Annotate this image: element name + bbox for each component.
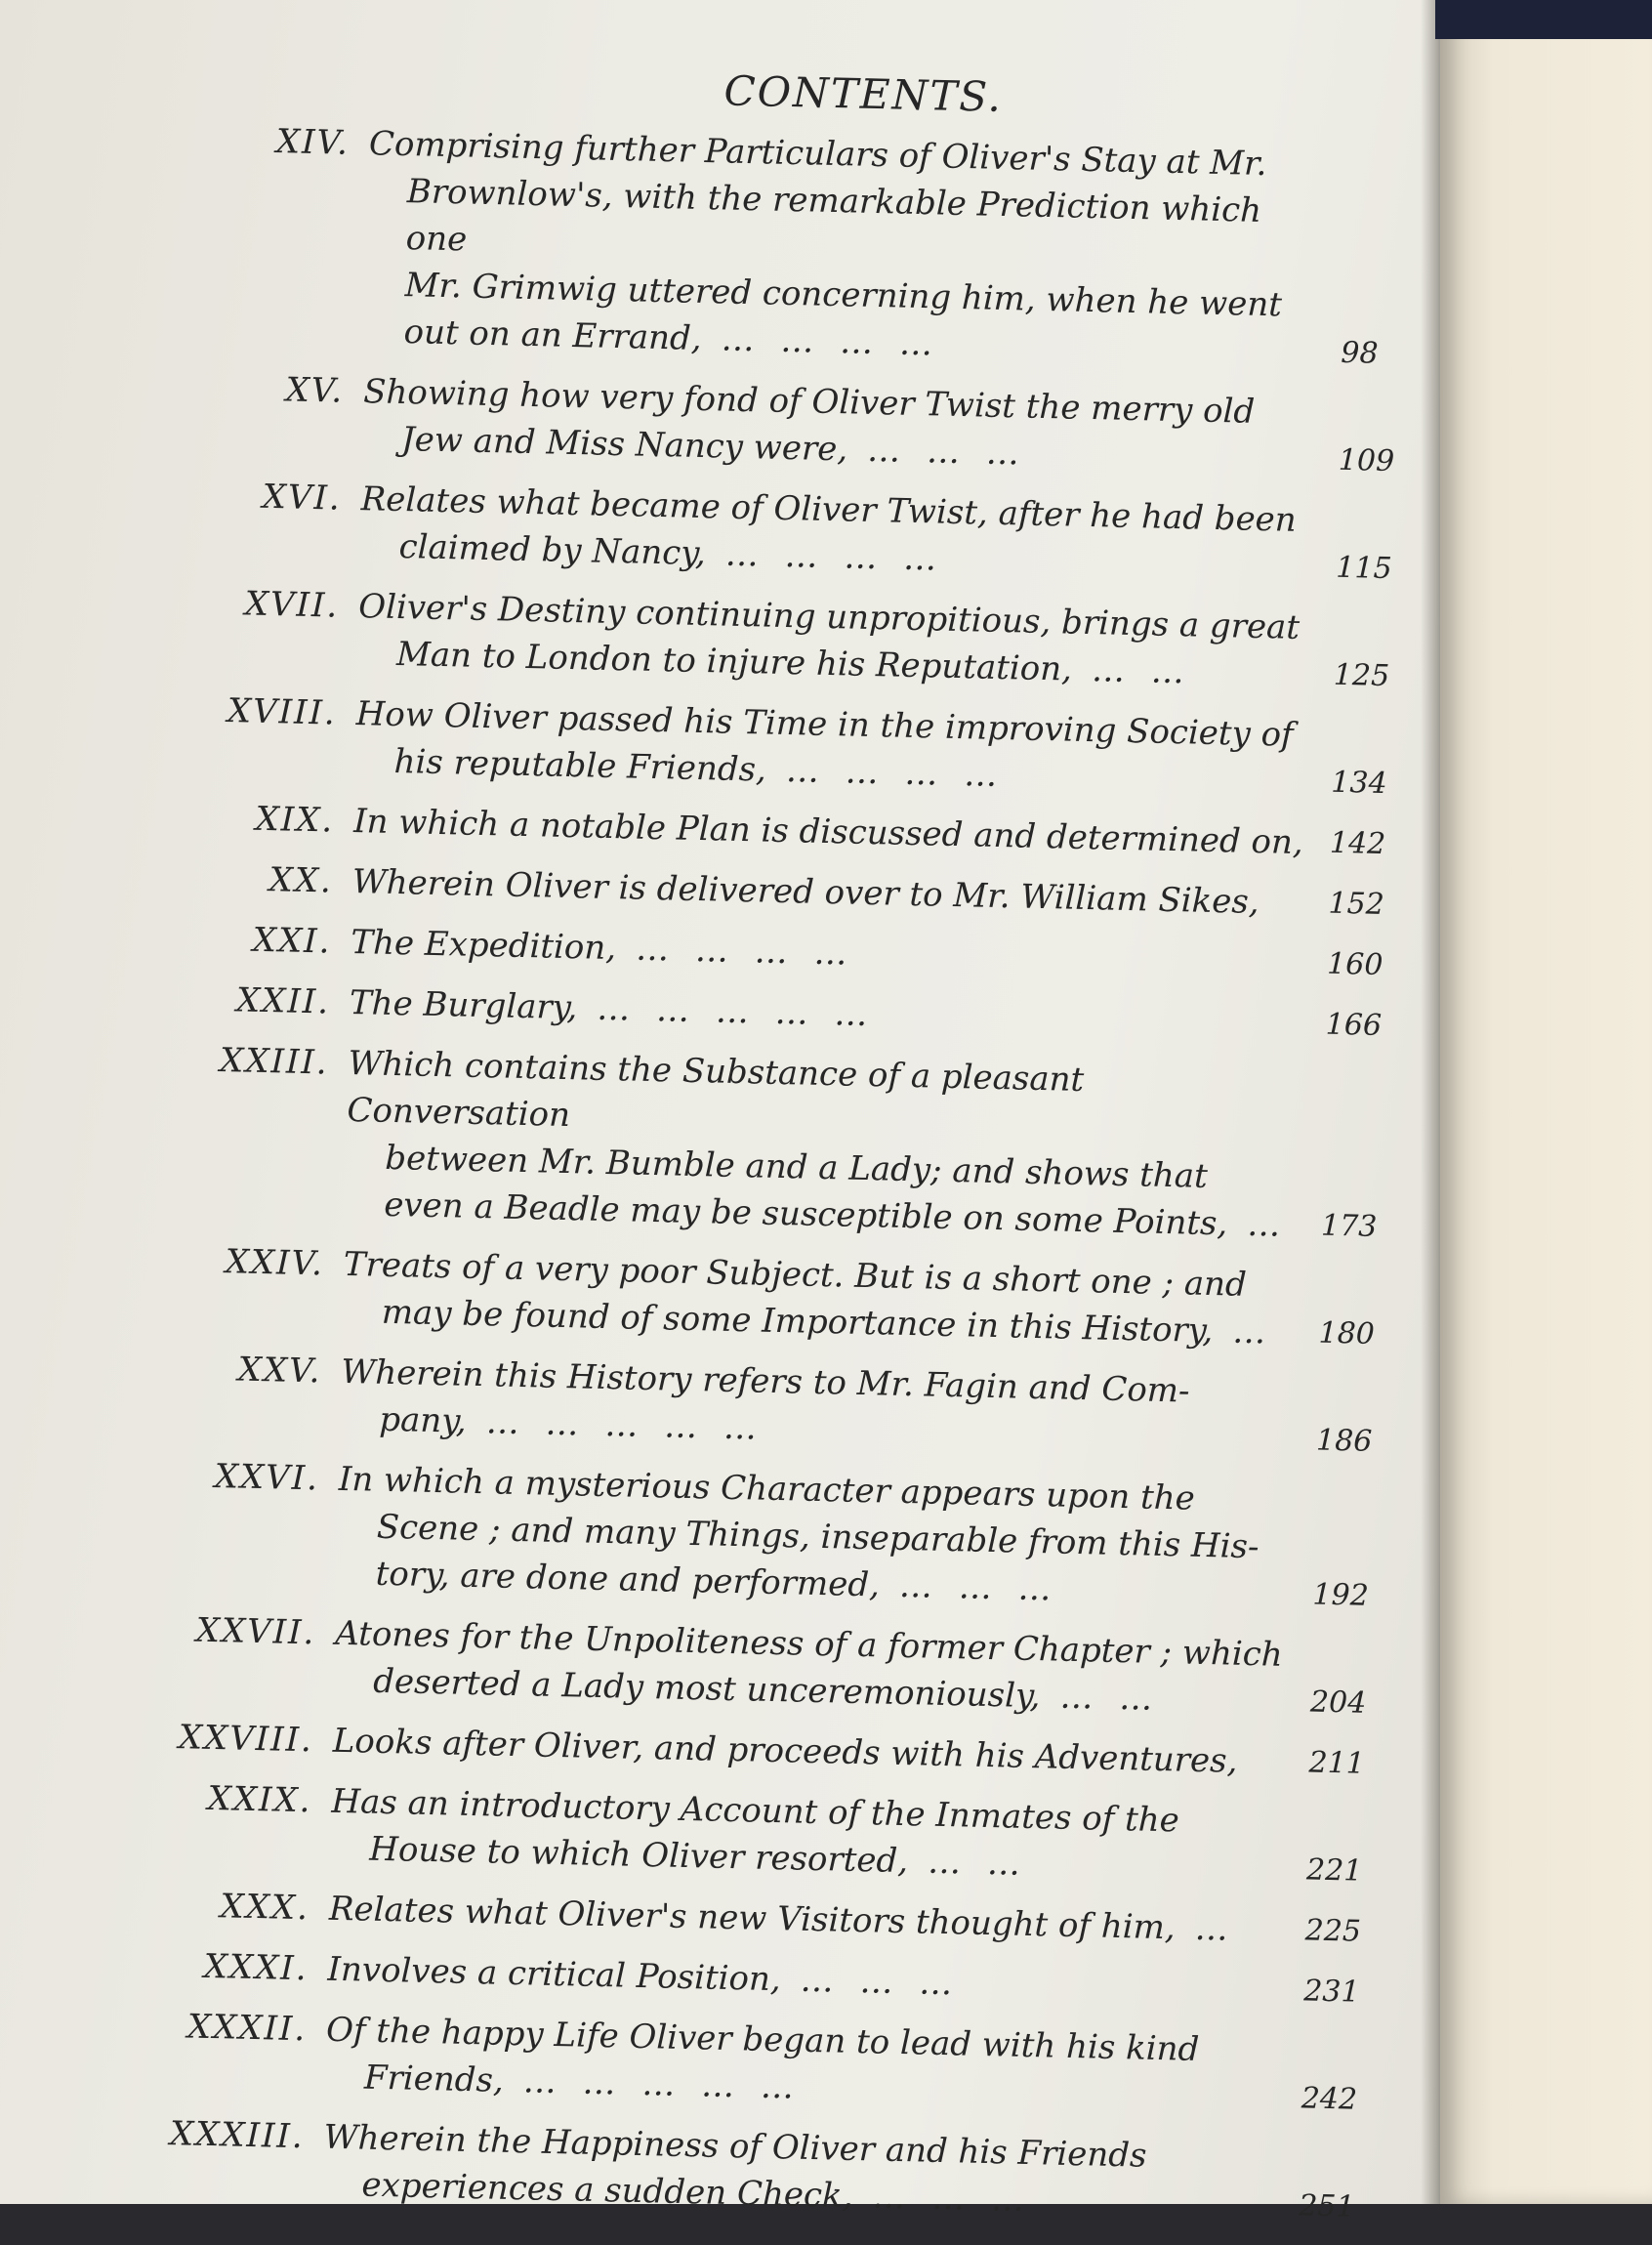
- page-number: 115: [1335, 550, 1393, 587]
- contents-entry: [130, 686, 1421, 809]
- contents-entry: [133, 578, 1424, 701]
- chapter-title: [342, 1241, 1301, 1356]
- contents-sheet: [98, 54, 1435, 2245]
- chapter-title: [349, 979, 1306, 1048]
- chapter-number: XXVII.: [195, 1610, 316, 1653]
- chapter-title: [325, 2007, 1284, 2122]
- chapter-title-line: [349, 979, 1306, 1048]
- page-number: 125: [1333, 657, 1390, 694]
- leader-dots: … … … … …: [596, 988, 876, 1035]
- chapter-title: [332, 1718, 1290, 1786]
- page-number: 225: [1304, 1913, 1362, 1949]
- chapter-title: [336, 1456, 1296, 1618]
- chapter-title-text: deserted a Lady most unceremoniously,: [372, 1661, 1041, 1717]
- chapter-title: [334, 1610, 1293, 1725]
- chapter-title-line: [327, 1946, 1285, 2015]
- contents-entry: [140, 115, 1433, 379]
- chapter-title-line: [328, 1886, 1286, 1954]
- chapter-title-text: even a Beadle may be susceptible on some Points,: [383, 1185, 1228, 1244]
- right-page: [1440, 0, 1652, 2204]
- chapter-title-text: Involves a critical Position,: [327, 1949, 782, 2000]
- background-corner: [1435, 0, 1652, 39]
- chapter-title-text: The Burglary,: [349, 982, 578, 1028]
- page-number: 134: [1330, 765, 1388, 802]
- chapter-title-text: Man to London to injure his Reputation,: [395, 634, 1073, 689]
- chapter-title-text: Scene ; and many Things, inseparable from this His-: [376, 1507, 1260, 1567]
- contents-entry: [138, 363, 1428, 486]
- page-number: 186: [1315, 1423, 1373, 1459]
- leader-dots: …: [1194, 1908, 1237, 1949]
- chapter-title: [327, 1946, 1285, 2015]
- chapter-title: [357, 583, 1316, 698]
- chapter-title-text: Of the happy Life Oliver began to lead with his kind: [325, 2010, 1200, 2069]
- chapter-title-text: Relates what became of Oliver Twist, after he had been: [360, 479, 1298, 540]
- page-number: 173: [1320, 1208, 1378, 1244]
- page-number: 231: [1302, 1974, 1360, 2010]
- page-number: 152: [1328, 886, 1385, 922]
- chapter-title-text: tory, are done and performed,: [375, 1554, 881, 1605]
- chapter-title-text: In which a notable Plan is discussed and determined on,: [352, 802, 1304, 863]
- page-number: 160: [1326, 946, 1384, 982]
- chapter-title: [351, 919, 1308, 987]
- contents-entry: [115, 1344, 1406, 1467]
- page-number: 221: [1305, 1852, 1363, 1889]
- contents-list: [98, 115, 1433, 2231]
- chapter-number: XVII.: [244, 584, 340, 626]
- leader-dots: … … … … …: [522, 2061, 803, 2107]
- page-number: 251: [1298, 2188, 1355, 2224]
- chapter-title-text: Jew and Miss Nancy were,: [400, 420, 848, 470]
- leader-dots: … … … …: [721, 319, 941, 364]
- leader-dots: … … … …: [724, 534, 945, 579]
- leader-dots: …: [1231, 1311, 1274, 1352]
- chapter-title: [340, 1349, 1299, 1464]
- chapter-number: XXVI.: [214, 1456, 320, 1499]
- chapter-number: XXV.: [237, 1350, 322, 1392]
- chapter-number: XXVIII.: [178, 1718, 314, 1761]
- chapter-title: [328, 1886, 1286, 1954]
- leader-dots: … … …: [800, 1960, 961, 2004]
- chapter-number: XXIII.: [219, 1040, 330, 1083]
- leader-dots: … … … …: [785, 751, 1006, 796]
- leader-dots: … …: [1059, 1677, 1161, 1719]
- chapter-title-line: [353, 798, 1311, 866]
- contents-heading: CONTENTS.: [723, 66, 1004, 121]
- chapter-number: XIV.: [275, 122, 351, 163]
- chapter-title-text: In which a mysterious Character appears upon the: [338, 1459, 1196, 1518]
- chapter-title: [353, 798, 1311, 866]
- chapter-title-text: Treats of a very poor Subject. But is a short one ; and: [343, 1244, 1248, 1305]
- chapter-title-text: Brownlow's, with the remarkable Prediction which one: [405, 172, 1262, 260]
- chapter-title-text: his reputable Friends,: [393, 741, 767, 790]
- chapter-title-text: experiences a sudden Check,: [361, 2165, 853, 2216]
- chapter-number: XIX.: [255, 799, 335, 841]
- chapter-number: XXIV.: [225, 1242, 325, 1284]
- chapter-title: [359, 476, 1318, 591]
- contents-entry: [105, 1773, 1396, 1896]
- chapter-title: [322, 2114, 1281, 2229]
- chapter-title: [354, 690, 1313, 806]
- chapter-title-text: House to which Oliver resorted,: [368, 1829, 909, 1882]
- page-number: 242: [1301, 2081, 1358, 2117]
- chapter-title: [351, 858, 1309, 927]
- contents-entry: [98, 2108, 1388, 2231]
- chapter-title-line: [351, 919, 1308, 987]
- chapter-title-text: Looks after Oliver, and proceeds with his Adventures,: [332, 1721, 1238, 1781]
- chapter-title-text: pany,: [378, 1399, 468, 1441]
- chapter-title: [330, 1778, 1289, 1893]
- leader-dots: … … …: [871, 2177, 1033, 2221]
- chapter-number: XVIII.: [227, 691, 338, 733]
- chapter-title-text: between Mr. Bumble and a Lady; and shows that: [384, 1138, 1209, 1196]
- page-number: 204: [1309, 1684, 1367, 1721]
- chapter-number: XXXII.: [186, 2007, 308, 2050]
- leader-dots: … … … …: [635, 929, 855, 974]
- chapter-title-text: out on an Errand,: [403, 312, 703, 358]
- chapter-title-text: Friends,: [363, 2058, 505, 2100]
- chapter-number: XXXIII.: [169, 2114, 306, 2157]
- chapter-title-text: Atones for the Unpoliteness of a former Chapter ; which: [334, 1613, 1284, 1675]
- contents-entry: [101, 2001, 1391, 2124]
- contents-entry: [111, 1451, 1403, 1621]
- leader-dots: … … … … …: [485, 1402, 765, 1448]
- chapter-title-text: Has an introductory Account of the Inmates of the: [330, 1781, 1180, 1841]
- chapter-number: XXI.: [252, 920, 332, 962]
- page-number: 109: [1338, 442, 1395, 479]
- chapter-number: XXIX.: [207, 1778, 312, 1821]
- chapter-title-text: Which contains the Substance of a pleasant Conversation: [347, 1043, 1085, 1136]
- contents-entry: [117, 1236, 1408, 1359]
- leader-dots: … …: [927, 1842, 1029, 1884]
- chapter-number: XX.: [268, 860, 334, 901]
- chapter-title-text: Wherein this History refers to Mr. Fagin and Com-: [340, 1351, 1190, 1411]
- chapter-title: [345, 1040, 1305, 1249]
- contents-entry: [120, 1035, 1413, 1252]
- chapter-title-text: may be found of some Importance in this History,: [381, 1292, 1214, 1351]
- chapter-title-text: Comprising further Particulars of Oliver's Stay at Mr.: [368, 124, 1267, 185]
- leader-dots: …: [1246, 1204, 1289, 1245]
- chapter-title-line: [332, 1718, 1290, 1786]
- chapter-number: XXII.: [235, 980, 331, 1022]
- page-number: 98: [1340, 335, 1379, 371]
- page-number: 192: [1312, 1577, 1370, 1613]
- chapter-title-text: Wherein Oliver is delivered over to Mr. William Sikes,: [351, 862, 1260, 923]
- page-number: 211: [1308, 1745, 1366, 1781]
- chapter-number: XXXI.: [203, 1946, 310, 1989]
- leader-dots: … … …: [866, 430, 1028, 474]
- chapter-title-text: claimed by Nancy,: [398, 527, 707, 574]
- leader-dots: … …: [1091, 650, 1193, 692]
- chapter-title-text: How Oliver passed his Time in the improving Society of: [355, 694, 1295, 755]
- chapter-title-text: Relates what Oliver's new Visitors thought of him,: [328, 1889, 1177, 1948]
- page-number: 180: [1318, 1315, 1376, 1351]
- chapter-title-text: Mr. Grimwig uttered concerning him, when he went: [404, 266, 1283, 325]
- chapter-title-text: Showing how very fond of Oliver Twist the merry old: [362, 372, 1256, 432]
- page-number: 142: [1329, 825, 1386, 861]
- contents-entry: [109, 1605, 1400, 1728]
- chapter-title-text: The Expedition,: [350, 922, 617, 969]
- chapter-title: [364, 120, 1326, 376]
- chapter-title-text: Oliver's Destiny continuing unpropitious, brings a great: [357, 587, 1301, 647]
- page-number: 166: [1325, 1007, 1383, 1043]
- chapter-title-text: Wherein the Happiness of Oliver and his Friends: [323, 2117, 1147, 2176]
- chapter-number: XV.: [285, 370, 345, 411]
- contents-entry: [135, 471, 1425, 594]
- chapter-title: [362, 368, 1321, 483]
- leader-dots: … … …: [898, 1565, 1059, 1609]
- chapter-number: XXX.: [220, 1887, 310, 1929]
- chapter-number: XVI.: [262, 477, 343, 519]
- chapter-title-line: [351, 858, 1309, 927]
